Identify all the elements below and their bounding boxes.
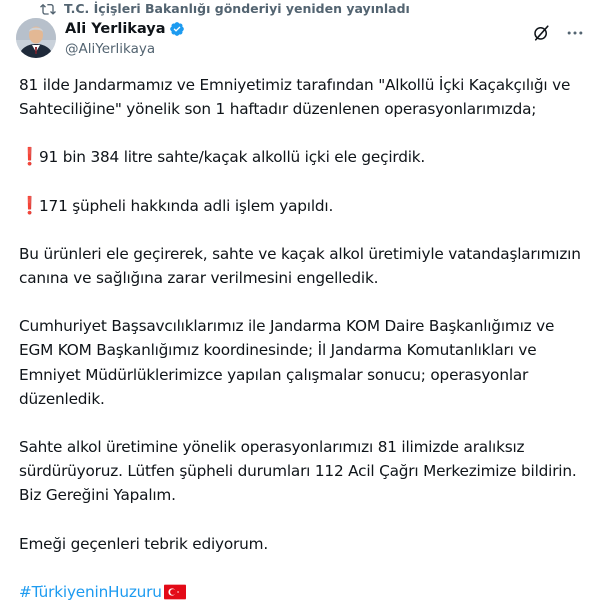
hashtag-link[interactable]: #TürkiyeninHuzuru xyxy=(19,582,162,601)
tweet-bullet xyxy=(19,194,589,218)
exclamation-icon: ❗ xyxy=(19,195,40,216)
more-icon[interactable] xyxy=(565,23,585,43)
turkey-flag-icon xyxy=(164,584,186,600)
author-block[interactable] xyxy=(65,20,185,57)
avatar[interactable] xyxy=(16,18,56,58)
tweet-paragraph: Sahte alkol üretimine yönelik operasyonlarımızı 81 ilimizde aralıksız sürdürüyoruz. Lütfen şüpheli durumları 112 Acil Çağrı Merkezimize bildirin. Biz Gereğini Yapalım. xyxy=(19,438,577,505)
exclamation-icon: ❗ xyxy=(19,147,40,168)
bullet-text: 91 bin 384 litre sahte/kaçak alkollü içki ele geçirdik. xyxy=(39,148,426,167)
header-actions xyxy=(531,23,585,43)
tweet-paragraph: Cumhuriyet Başsavcılıklarımız ile Jandarma KOM Daire Başkanlığımız ve EGM KOM Başkanlığımız koordinesinde; İl Jandarma Komutanlıkları ve Emniyet Müdürlüklerimizce yapılan çalışmalar sonucu; operasyonlar düzenledik. xyxy=(19,317,555,408)
verified-badge-icon xyxy=(169,21,185,37)
tweet-bullet xyxy=(19,145,589,169)
repost-icon xyxy=(40,1,56,15)
repost-text: T.C. İçişleri Bakanlığı gönderiyi yeniden yayınladı xyxy=(64,0,410,16)
tweet-paragraph: 81 ilde Jandarmamız ve Emniyetimiz tarafından "Alkollü İçki Kaçakçılığı ve Sahteciliğine" yönelik son 1 haftadır düzenlenen operasyonlarımızda; xyxy=(19,76,571,119)
author-name[interactable]: Ali Yerlikaya xyxy=(65,21,166,37)
bullet-text: 171 şüpheli hakkında adli işlem yapıldı. xyxy=(39,196,334,215)
repost-banner[interactable] xyxy=(40,0,410,16)
author-handle[interactable]: @AliYerlikaya xyxy=(65,41,156,57)
tweet-text xyxy=(19,73,589,604)
tweet-paragraph: Bu ürünleri ele geçirerek, sahte ve kaçak alkol üretimiyle vatandaşlarımızın canına ve sağlığına zarar verilmesini engelledik. xyxy=(19,244,581,288)
grok-icon[interactable] xyxy=(531,23,551,43)
hashtag-row xyxy=(19,580,589,604)
tweet-paragraph: Emeği geçenleri tebrik ediyorum. xyxy=(19,534,269,553)
